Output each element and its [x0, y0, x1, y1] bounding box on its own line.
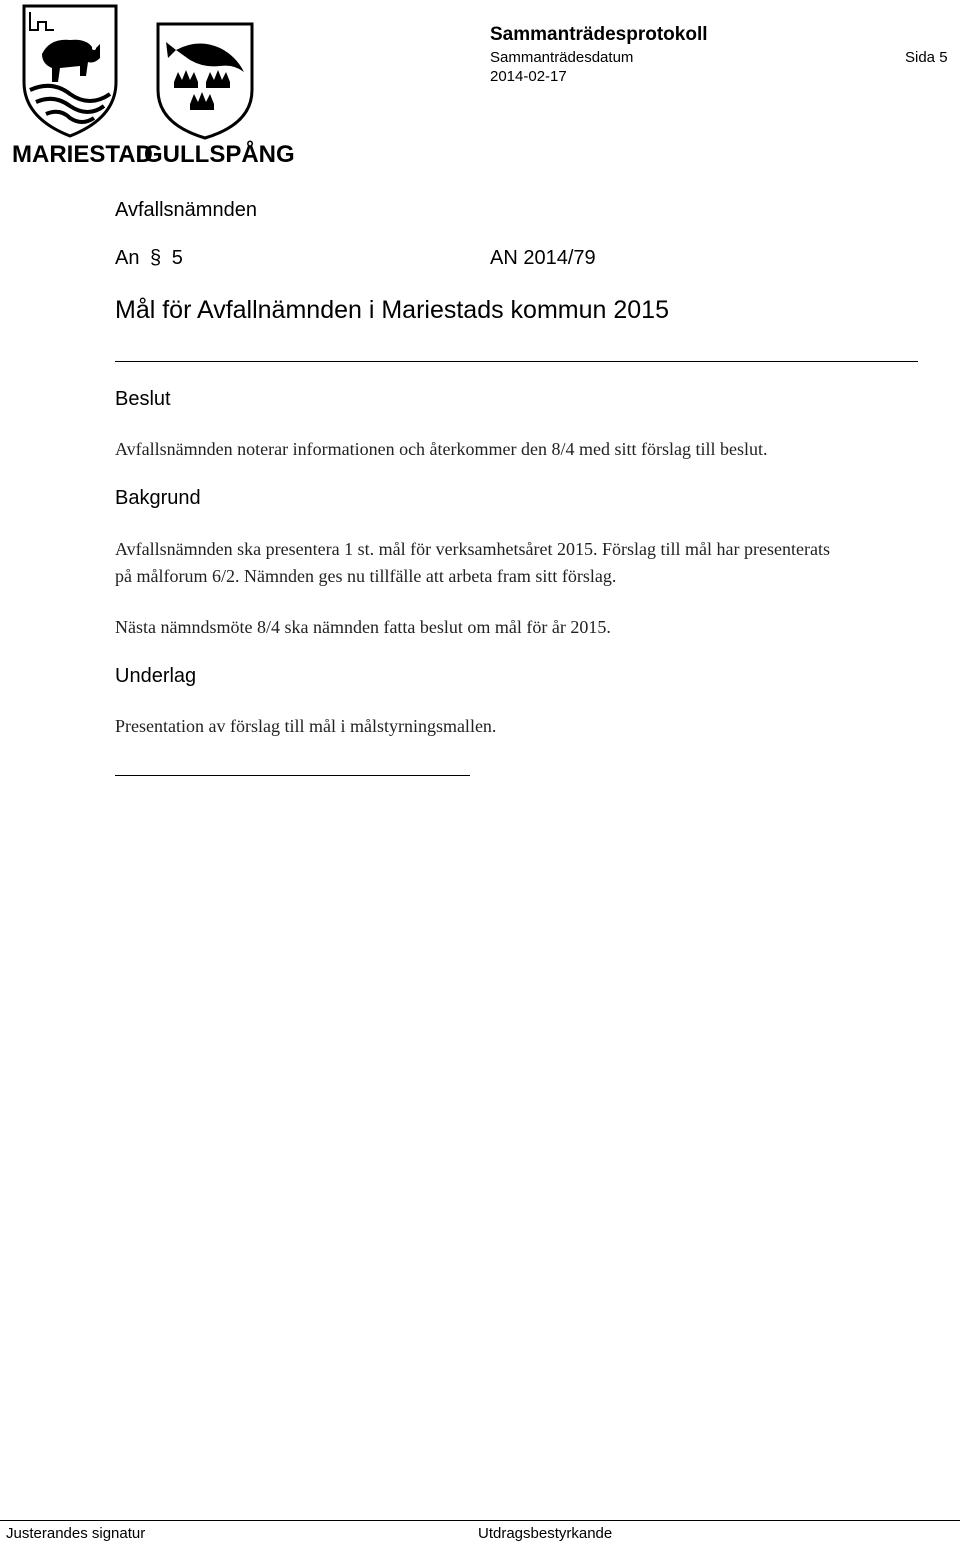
- page-title: Mål för Avfallnämnden i Mariestads kommun 2015: [115, 296, 669, 324]
- meeting-date-label: Sammanträdesdatum: [490, 49, 634, 66]
- basis-text: Presentation av förslag till mål i målstyrningsmallen.: [115, 716, 497, 736]
- municipality-logo: [8, 2, 295, 168]
- background-text-next-meeting: Nästa nämndsmöte 8/4 ska nämnden fatta beslut om mål för år 2015.: [115, 617, 611, 637]
- protocol-title: Sammanträdesprotokoll: [490, 24, 708, 45]
- background-heading: Bakgrund: [115, 487, 201, 509]
- case-number: AN 2014/79: [490, 247, 596, 269]
- decision-text: Avfallsnämnden noterar informationen och återkommer den 8/4 med sitt förslag till beslut.: [115, 439, 768, 459]
- paragraph-symbol: §: [150, 247, 162, 269]
- section-end-divider: [115, 775, 470, 776]
- committee-name: Avfallsnämnden: [115, 199, 257, 221]
- background-text: Avfallsnämnden ska presentera 1 st. mål för verksamhetsåret 2015. Förslag till mål har presenterats på målforum 6/2. Nämnden ges nu tillfälle att arbeta fram sitt förslag.: [115, 539, 830, 586]
- extract-certification-label: Utdragsbestyrkande: [478, 1525, 613, 1542]
- meeting-date: 2014-02-17: [490, 68, 567, 85]
- logo-name-mariestad: MARIESTAD: [12, 141, 153, 168]
- mariestad-coat-of-arms: [24, 6, 116, 136]
- adjuster-signature-label: Justerandes signatur: [6, 1525, 146, 1542]
- decision-heading: Beslut: [115, 388, 171, 410]
- paragraph-prefix: An: [115, 247, 140, 269]
- paragraph-reference: [115, 247, 183, 270]
- title-divider: [115, 361, 918, 362]
- gullspang-coat-of-arms: [158, 24, 252, 138]
- page-number: Sida 5: [905, 49, 948, 66]
- paragraph-number: 5: [171, 247, 183, 269]
- footer-divider: [0, 1520, 960, 1521]
- basis-heading: Underlag: [115, 665, 197, 687]
- logo-name-gullspang: GULLSPÅNG: [144, 141, 295, 168]
